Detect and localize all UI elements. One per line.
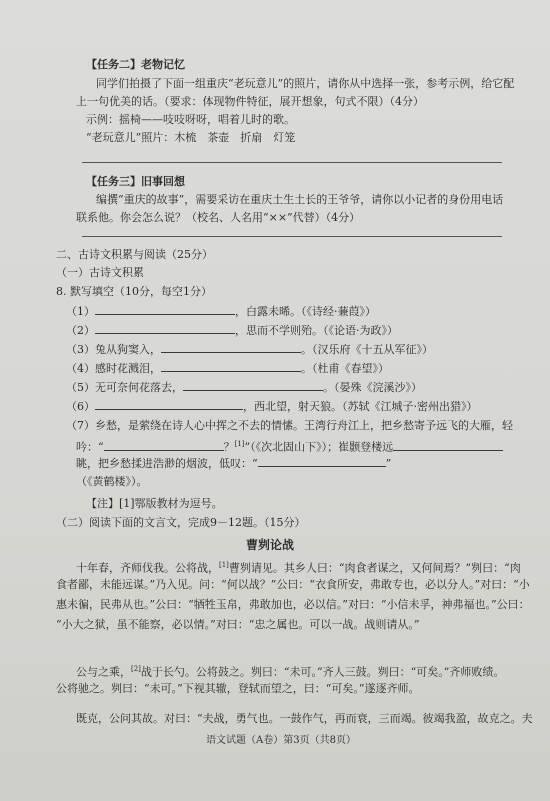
subsection1-heading: （一）古诗文积累 (56, 266, 144, 279)
blank-2[interactable] (95, 323, 235, 334)
blank-3[interactable] (161, 342, 301, 353)
blank-5[interactable] (183, 380, 323, 391)
passage-line-6: 公与之乘，[2]战于长勺。公将鼓之。刿曰：“未可。”齐人三鼓。刿曰：“可矣。”齐师败绩。 (76, 665, 505, 679)
task3-heading: 【任务三】旧事回想 (86, 175, 185, 188)
task2-items: “老玩意儿”照片：木梳 茶壶 折扇 灯笼 (86, 131, 296, 144)
blank-4[interactable] (161, 361, 301, 372)
q8-item-7-line3: 眺，把乡愁揉进浩渺的烟波，低叹：“ ” (76, 457, 392, 470)
section2-heading: 二、古诗文积累与阅读（25分） (56, 248, 213, 261)
task3-line1: 编撰“重庆的故事”，需要采访在重庆土生土长的王爷爷，请你以小记者的身份用电话 (96, 193, 504, 206)
q8-item-3: （3）兔从狗窦入， 。（汉乐府《十五从军征》） (66, 343, 433, 356)
task2-heading: 【任务二】老物记忆 (86, 58, 185, 71)
task2-line2: 上一句优美的话。（要求：体现物件特征，展开想象，句式不限）（4分） (76, 95, 424, 108)
q8-item-7-line1: （7）乡愁，是萦绕在诗人心中挥之不去的情愫。王湾行舟江上，把乡愁寄予远飞的大雁，轻 (66, 419, 513, 432)
q8-item-6: （6） ，西北望，射天狼。（苏轼《江城子·密州出猎》） (66, 400, 478, 413)
q8-item-7-line2: 吟：“ ？[1]”（《次北固山下》）；崔颢登楼远 (76, 437, 503, 455)
passage-line-1: 十年春，齐师伐我。公将战，[1]曹刿请见。其乡人曰：“肉食者谋之，又何间焉？”刿曰：“肉 (76, 561, 521, 575)
answer-line[interactable] (82, 236, 502, 237)
page-footer: 语文试题（A卷）第3页（共8页） (206, 735, 356, 746)
q8-item-7-line4: （《黄鹤楼》）。 (76, 475, 148, 488)
blank-7c[interactable] (258, 456, 386, 467)
passage-title: 曹刿论战 (246, 538, 295, 552)
subsection2-heading: （二）阅读下面的文言文，完成9－12题。（15分） (56, 516, 306, 529)
footnote: 【注】[1]鄂版教材为逗号。 (86, 497, 223, 510)
passage-line-4: “小大之狱，虽不能察，必以情。”对曰：“忠之属也。可以一战。战则请从。” (56, 618, 420, 631)
q8-item-2: （2） ，思而不学则殆。（《论语·为政》） (66, 324, 398, 337)
task3-line2: 联系他。你会怎么说？（校名、人名用“××”代替）（4分） (76, 211, 361, 224)
q8-item-5: （5）无可奈何花落去， 。（晏殊《浣溪沙》） (66, 381, 422, 394)
blank-6[interactable] (95, 399, 243, 410)
q8-item-4: （4）感时花溅泪， 。（杜甫《春望》） (66, 362, 389, 375)
blank-7a[interactable] (104, 440, 224, 451)
task2-line1: 同学们拍摄了下面一组重庆“老玩意儿”的照片，请你从中选择一张，参考示例，给它配 (96, 77, 515, 90)
passage-line-3: 惠未徧，民弗从也。”公曰：“牺牲玉帛，弗敢加也，必以信。”对曰：“小信未孚，神弗福也。”公曰： (56, 598, 530, 611)
answer-line[interactable] (82, 162, 502, 163)
blank-1[interactable] (95, 304, 235, 315)
q8-prompt: 8. 默写填空（10分，每空1分） (56, 285, 212, 298)
passage-line-7: 公将驰之。刿曰：“未可。”下视其辙，登轼而望之，曰：“可矣。”遂逐齐师。 (56, 682, 420, 695)
passage-line-2: 食者鄙，未能远谋。”乃入见。问：“何以战？”公曰：“衣食所安，弗敢专也，必以分人。”对曰：“小 (56, 578, 530, 591)
q8-item-1: （1） ，白露未晞。（《诗经·蒹葭》） (66, 305, 376, 318)
blank-7b[interactable] (393, 440, 503, 451)
task2-example: 示例：摇椅——吱吱呀呀，唱着儿时的歌。 (86, 113, 295, 126)
passage-line-8: 既克，公问其故。对曰：“夫战，勇气也。一鼓作气，再而衰，三而竭。彼竭我盈，故克之。夫 (76, 712, 533, 725)
